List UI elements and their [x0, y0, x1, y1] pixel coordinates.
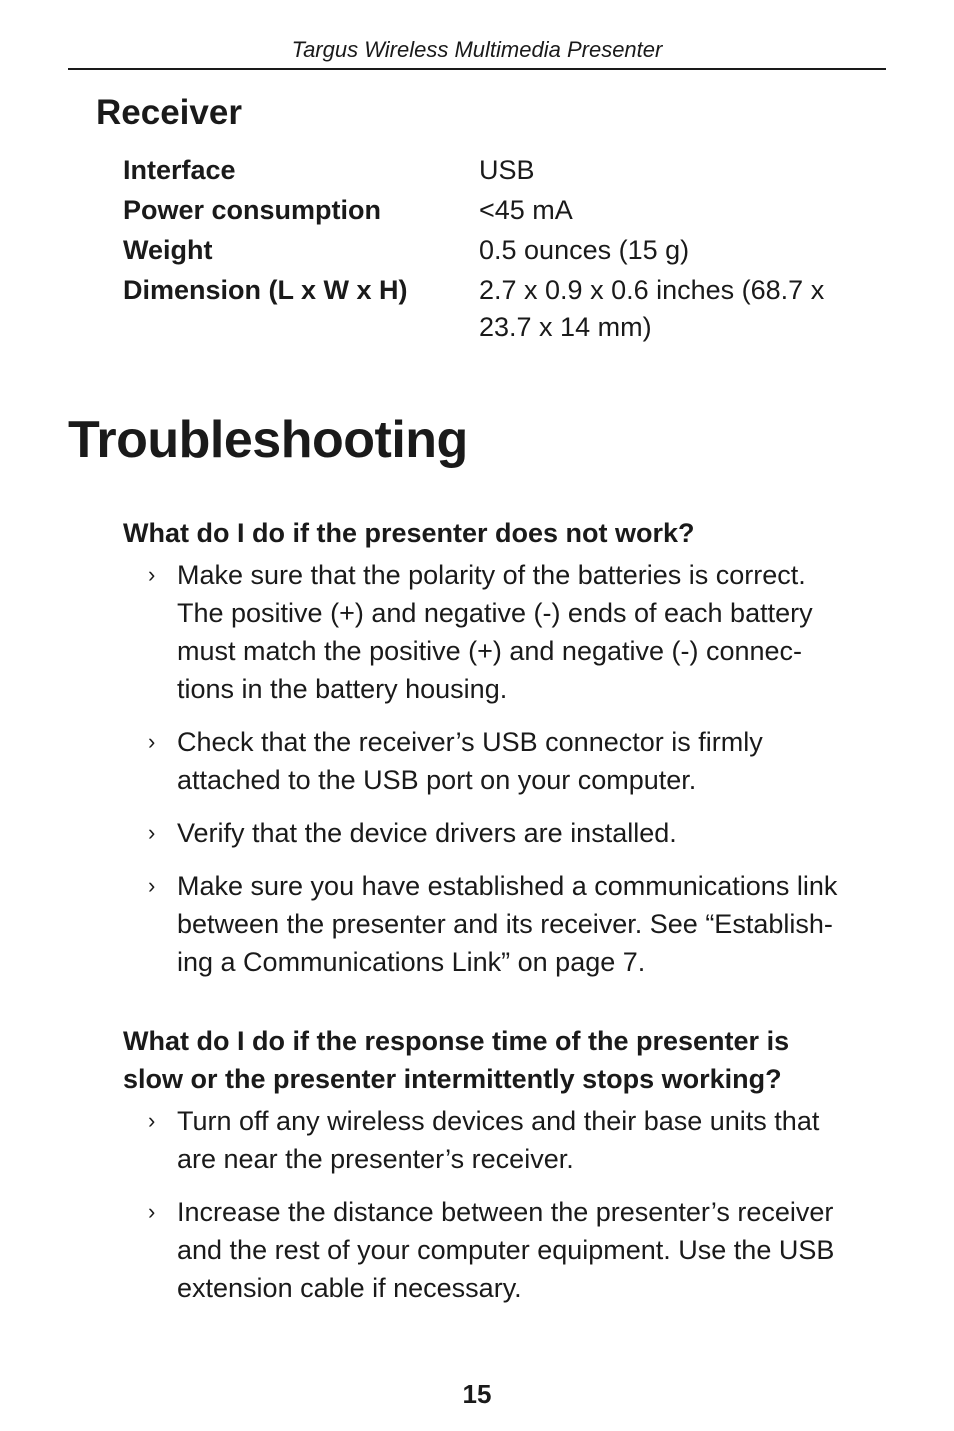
running-header: Targus Wireless Multimedia Presenter: [291, 37, 663, 62]
text-line: and the rest of your computer equipment. Use the USB: [177, 1235, 835, 1265]
list-item: [123, 1102, 893, 1178]
list-item-text: [177, 556, 893, 708]
spec-label: Interface: [123, 155, 236, 185]
faq-question-line: slow or the presenter intermittently stops working?: [123, 1064, 782, 1094]
faq-presenter-not-working: [123, 514, 893, 996]
faq-question-line: What do I do if the presenter does not work?: [123, 518, 695, 548]
text-line: Verify that the device drivers are installed.: [177, 818, 677, 848]
text-line: The positive (+) and negative (-) ends of each battery: [177, 598, 813, 628]
spec-row-power-consumption: [123, 190, 883, 230]
spec-label: Power consumption: [123, 195, 382, 225]
text-line: between the presenter and its receiver. See “Establish-: [177, 909, 833, 939]
list-item: [123, 867, 893, 981]
spec-value-line: 23.7 x 14 mm): [479, 312, 652, 342]
spec-row-weight: [123, 230, 883, 270]
list-item: [123, 1193, 893, 1307]
faq-slow-response: [123, 1022, 893, 1322]
bullet-chevron-icon: ›: [148, 1199, 156, 1224]
page-number: 15: [462, 1379, 492, 1409]
bullet-chevron-icon: ›: [148, 820, 156, 845]
troubleshooting-title: Troubleshooting: [68, 411, 468, 469]
text-line: Make sure that the polarity of the batteries is correct.: [177, 560, 806, 590]
text-line: extension cable if necessary.: [177, 1273, 522, 1303]
list-item-text: [177, 1193, 893, 1307]
spec-value-line: 2.7 x 0.9 x 0.6 inches (68.7 x: [479, 275, 825, 305]
faq-answer-list: [123, 1102, 893, 1307]
spec-value: 0.5 ounces (15 g): [479, 235, 690, 265]
list-item-text: [177, 867, 893, 981]
bullet-chevron-icon: ›: [148, 873, 156, 898]
spec-row-interface: [123, 150, 883, 190]
bullet-chevron-icon: ›: [148, 562, 156, 587]
text-line: Check that the receiver’s USB connector is firmly: [177, 727, 763, 757]
list-item: [123, 556, 893, 708]
list-item-text: [177, 1102, 893, 1178]
text-line: Turn off any wireless devices and their base units that: [177, 1106, 820, 1136]
spec-value: USB: [479, 155, 535, 185]
list-item: [123, 723, 893, 799]
receiver-section-title: Receiver: [96, 93, 242, 132]
faq-question: [123, 1022, 893, 1098]
text-line: tions in the battery housing.: [177, 674, 508, 704]
text-line: Increase the distance between the presenter’s receiver: [177, 1197, 834, 1227]
text-line: Make sure you have established a communications link: [177, 871, 838, 901]
list-item: [123, 814, 893, 852]
bullet-chevron-icon: ›: [148, 729, 156, 754]
faq-question: [123, 514, 893, 552]
spec-label: Dimension (L x W x H): [123, 275, 408, 305]
receiver-spec-table: [123, 150, 883, 346]
bullet-chevron-icon: ›: [148, 1108, 156, 1133]
spec-value: [479, 270, 869, 346]
list-item-text: [177, 723, 893, 799]
spec-value: <45 mA: [479, 195, 573, 225]
list-item-text: [177, 814, 893, 852]
spec-label: Weight: [123, 235, 213, 265]
spec-row-dimension: [123, 270, 883, 346]
text-line: are near the presenter’s receiver.: [177, 1144, 574, 1174]
text-line: attached to the USB port on your computer.: [177, 765, 697, 795]
faq-answer-list: [123, 556, 893, 981]
text-line: ing a Communications Link” on page 7.: [177, 947, 646, 977]
text-line: must match the positive (+) and negative (-) connec-: [177, 636, 803, 666]
header-rule: [68, 68, 886, 70]
faq-question-line: What do I do if the response time of the presenter is: [123, 1026, 790, 1056]
